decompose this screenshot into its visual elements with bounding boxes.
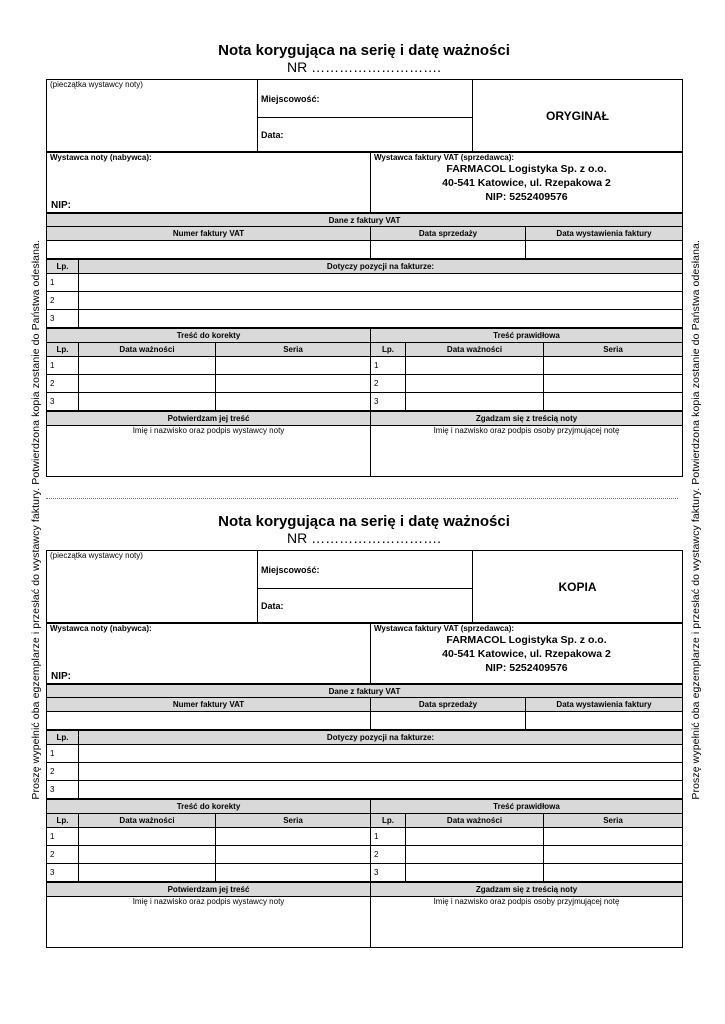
- lp-header: Lp.: [371, 343, 406, 357]
- copy-type-label: ORYGINAŁ: [546, 108, 609, 123]
- row-number: 2: [47, 375, 79, 393]
- invoice-number-header: Numer faktury VAT: [47, 227, 371, 241]
- parties-table: [46, 623, 683, 684]
- stamp-label: (pieczątka wystawcy noty): [50, 80, 143, 89]
- confirm-header: Potwierdzam jej treść: [47, 412, 371, 426]
- seller-name: FARMACOL Logistyka Sp. z o.o.: [446, 634, 607, 646]
- old-series-input[interactable]: [216, 393, 371, 411]
- copy-type-label: KOPIA: [558, 579, 597, 594]
- nip-label: NIP:: [51, 671, 71, 682]
- row-number: 1: [47, 357, 79, 375]
- receiver-signature-label: Imię i nazwisko oraz podpis osoby przyjmującej notę: [433, 897, 620, 906]
- invoice-table: [46, 213, 683, 259]
- seller-address: 40-541 Katowice, ul. Rzepakowa 2: [442, 177, 611, 189]
- place-field[interactable]: [258, 80, 473, 118]
- row-number: 1: [47, 745, 79, 763]
- buyer-label: Wystawca noty (nabywca):: [50, 153, 152, 162]
- issue-date-input[interactable]: [526, 241, 683, 259]
- old-series-input[interactable]: [216, 357, 371, 375]
- date-field[interactable]: [258, 118, 473, 152]
- side-instruction-right: [686, 230, 706, 810]
- row-number: 1: [371, 357, 406, 375]
- place-field[interactable]: [258, 551, 473, 589]
- seller-nip: NIP: 5252409576: [485, 191, 568, 203]
- old-series-input[interactable]: [216, 375, 371, 393]
- position-input[interactable]: [79, 763, 683, 781]
- seller-field: [371, 153, 683, 213]
- row-number: 3: [371, 864, 406, 882]
- note-number: NR ……………………….: [287, 530, 441, 546]
- position-input[interactable]: [79, 745, 683, 763]
- row-number: 3: [47, 864, 79, 882]
- stamp-field[interactable]: [47, 551, 258, 623]
- note-number: NR ……………………….: [287, 59, 441, 75]
- date-field[interactable]: [258, 589, 473, 623]
- position-input[interactable]: [79, 292, 683, 310]
- sale-date-header: Data sprzedaży: [371, 227, 526, 241]
- to-correct-header: Treść do korekty: [47, 800, 371, 814]
- correction-table: [46, 328, 683, 411]
- old-expiry-input[interactable]: [79, 375, 216, 393]
- old-expiry-input[interactable]: [79, 393, 216, 411]
- positions-header: Dotyczy pozycji na fakturze:: [79, 260, 683, 274]
- series-header: Seria: [544, 343, 683, 357]
- date-label: Data:: [261, 600, 284, 611]
- note-title: Nota korygująca na serię i datę ważności: [218, 513, 510, 530]
- row-number: 2: [47, 763, 79, 781]
- place-label: Miejscowość:: [261, 93, 320, 104]
- seller-name: FARMACOL Logistyka Sp. z o.o.: [446, 163, 607, 175]
- new-expiry-input[interactable]: [406, 375, 544, 393]
- buyer-field[interactable]: [47, 153, 371, 213]
- new-series-input[interactable]: [544, 393, 683, 411]
- side-instruction-text: Proszę wypełnić oba egzemplarze i przesłać do wystawcy faktury. Potwierdzona kopia zostanie do Państwa odesłana.: [690, 240, 702, 800]
- note-original: [46, 43, 682, 477]
- issue-date-input[interactable]: [526, 712, 683, 730]
- row-number: 2: [371, 846, 406, 864]
- date-label: Data:: [261, 129, 284, 140]
- positions-header: Dotyczy pozycji na fakturze:: [79, 731, 683, 745]
- old-series-input[interactable]: [216, 864, 371, 882]
- new-expiry-input[interactable]: [406, 357, 544, 375]
- position-input[interactable]: [79, 310, 683, 328]
- note-copy: [46, 514, 682, 948]
- confirm-header: Potwierdzam jej treść: [47, 883, 371, 897]
- expiry-header: Data ważności: [406, 343, 544, 357]
- series-header: Seria: [544, 814, 683, 828]
- row-number: 3: [47, 310, 79, 328]
- stamp-label: (pieczątka wystawcy noty): [50, 551, 143, 560]
- series-header: Seria: [216, 814, 371, 828]
- issuer-signature-label: Imię i nazwisko oraz podpis wystawcy noty: [132, 897, 285, 906]
- series-header: Seria: [216, 343, 371, 357]
- receiver-signature-label: Imię i nazwisko oraz podpis osoby przyjmującej notę: [433, 426, 620, 435]
- position-input[interactable]: [79, 274, 683, 292]
- sale-date-header: Data sprzedaży: [371, 698, 526, 712]
- invoice-data-header: Dane z faktury VAT: [47, 685, 683, 698]
- issuer-signature-field[interactable]: [47, 897, 371, 948]
- old-expiry-input[interactable]: [79, 846, 216, 864]
- signature-table: [46, 882, 683, 948]
- positions-table: [46, 259, 683, 328]
- lp-header: Lp.: [371, 814, 406, 828]
- seller-label: Wystawca faktury VAT (sprzedawca):: [374, 624, 515, 633]
- parties-table: [46, 152, 683, 213]
- new-expiry-input[interactable]: [406, 828, 544, 846]
- row-number: 1: [371, 828, 406, 846]
- new-expiry-input[interactable]: [406, 846, 544, 864]
- agree-header: Zgadzam się z treścią noty: [371, 883, 683, 897]
- place-label: Miejscowość:: [261, 564, 320, 575]
- old-series-input[interactable]: [216, 828, 371, 846]
- invoice-number-input[interactable]: [47, 241, 371, 259]
- new-series-input[interactable]: [544, 375, 683, 393]
- issue-date-header: Data wystawienia faktury: [526, 227, 683, 241]
- side-instruction-left: [26, 230, 46, 810]
- copy-type: [473, 80, 683, 152]
- old-expiry-input[interactable]: [79, 828, 216, 846]
- expiry-header: Data ważności: [79, 343, 216, 357]
- position-input[interactable]: [79, 781, 683, 799]
- invoice-number-input[interactable]: [47, 712, 371, 730]
- correct-header: Treść prawidłowa: [371, 800, 683, 814]
- old-expiry-input[interactable]: [79, 357, 216, 375]
- side-instruction-text: Proszę wypełnić oba egzemplarze i przesłać do wystawcy faktury. Potwierdzona kopia zostanie do Państwa odesłana.: [30, 240, 42, 800]
- copy-type: [473, 551, 683, 623]
- new-series-input[interactable]: [544, 828, 683, 846]
- lp-header: Lp.: [47, 731, 79, 745]
- row-number: 3: [47, 781, 79, 799]
- new-series-input[interactable]: [544, 846, 683, 864]
- buyer-label: Wystawca noty (nabywca):: [50, 624, 152, 633]
- lp-header: Lp.: [47, 814, 79, 828]
- nip-label: NIP:: [51, 200, 71, 211]
- stamp-field[interactable]: [47, 80, 258, 152]
- cut-separator: [46, 498, 678, 499]
- invoice-table: [46, 684, 683, 730]
- positions-table: [46, 730, 683, 799]
- issuer-signature-label: Imię i nazwisko oraz podpis wystawcy noty: [132, 426, 285, 435]
- expiry-header: Data ważności: [406, 814, 544, 828]
- new-series-input[interactable]: [544, 357, 683, 375]
- correct-header: Treść prawidłowa: [371, 329, 683, 343]
- seller-nip: NIP: 5252409576: [485, 662, 568, 674]
- old-series-input[interactable]: [216, 846, 371, 864]
- expiry-header: Data ważności: [79, 814, 216, 828]
- issue-date-header: Data wystawienia faktury: [526, 698, 683, 712]
- header-table: [46, 550, 683, 623]
- new-series-input[interactable]: [544, 864, 683, 882]
- lp-header: Lp.: [47, 343, 79, 357]
- agree-header: Zgadzam się z treścią noty: [371, 412, 683, 426]
- header-table: [46, 79, 683, 152]
- buyer-field[interactable]: [47, 624, 371, 684]
- sale-date-input[interactable]: [371, 241, 526, 259]
- row-number: 2: [47, 846, 79, 864]
- invoice-number-header: Numer faktury VAT: [47, 698, 371, 712]
- receiver-signature-field[interactable]: [371, 426, 683, 477]
- correction-table: [46, 799, 683, 882]
- lp-header: Lp.: [47, 260, 79, 274]
- new-expiry-input[interactable]: [406, 864, 544, 882]
- row-number: 1: [47, 274, 79, 292]
- receiver-signature-field[interactable]: [371, 897, 683, 948]
- row-number: 1: [47, 828, 79, 846]
- issuer-signature-field[interactable]: [47, 426, 371, 477]
- row-number: 3: [47, 393, 79, 411]
- seller-label: Wystawca faktury VAT (sprzedawca):: [374, 153, 515, 162]
- old-expiry-input[interactable]: [79, 864, 216, 882]
- signature-table: [46, 411, 683, 477]
- seller-address: 40-541 Katowice, ul. Rzepakowa 2: [442, 648, 611, 660]
- seller-field: [371, 624, 683, 684]
- new-expiry-input[interactable]: [406, 393, 544, 411]
- note-title: Nota korygująca na serię i datę ważności: [218, 42, 510, 59]
- invoice-data-header: Dane z faktury VAT: [47, 214, 683, 227]
- row-number: 3: [371, 393, 406, 411]
- sale-date-input[interactable]: [371, 712, 526, 730]
- row-number: 2: [47, 292, 79, 310]
- row-number: 2: [371, 375, 406, 393]
- to-correct-header: Treść do korekty: [47, 329, 371, 343]
